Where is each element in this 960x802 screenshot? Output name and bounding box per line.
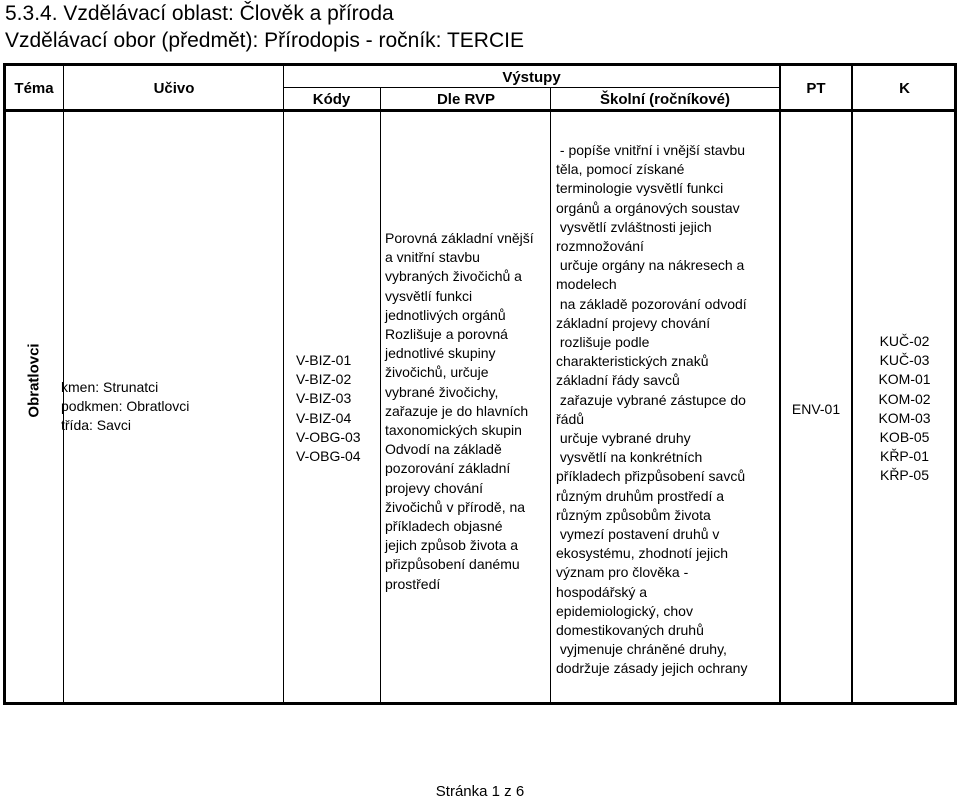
rvp-line: Rozlišuje a porovná <box>385 326 508 343</box>
ucivo-line: kmen: Strunatci <box>61 379 159 395</box>
skolni-line: modelech <box>556 276 617 293</box>
code-line: V-BIZ-01 <box>296 352 352 368</box>
rvp-line: živočichů, určuje <box>385 364 489 381</box>
competency-line: KOM-01 <box>878 371 931 388</box>
header-kody: Kódy <box>312 91 351 108</box>
skolni-line: těla, pomocí získané <box>556 161 685 178</box>
skolni-line: orgánů a orgánových soustav <box>556 199 740 216</box>
header-tema: Téma <box>14 80 54 97</box>
skolni-line: ekosystému, zhodnotí jejich <box>556 545 728 562</box>
rvp-line: jejich způsob života a <box>385 537 519 554</box>
skolni-line: rozmnožování <box>556 238 644 255</box>
rvp-line: pozorování základní <box>385 460 511 477</box>
skolni-line: určuje vybrané druhy <box>556 430 691 447</box>
rvp-line: přizpůsobení danému <box>385 556 520 573</box>
rvp-line: příkladech objasné <box>385 518 503 535</box>
cell-ucivo <box>61 378 189 436</box>
tema-label: Obratlovci <box>25 342 43 418</box>
header-dle-rvp: Dle RVP <box>436 91 496 108</box>
skolni-line: různým druhům prostředí a <box>556 487 725 504</box>
rvp-line: Odvodí na základě <box>385 441 502 458</box>
ucivo-line: podkmen: Obratlovci <box>61 398 190 415</box>
rvp-line: jednotlivých orgánů <box>385 306 506 323</box>
ucivo-line: třída: Savci <box>61 417 132 434</box>
competency-line: KUČ-03 <box>879 352 930 369</box>
skolni-line: vymezí postavení druhů v <box>556 526 720 543</box>
skolni-line: vyjmenuje chráněné druhy, <box>556 641 727 658</box>
cell-pt: ENV-01 <box>791 401 841 417</box>
col-sep-skolni <box>779 63 781 705</box>
header-ucivo: Učivo <box>153 80 195 97</box>
skolni-line: vysvětlí zvláštnosti jejich <box>556 218 712 235</box>
competency-line: KUČ-02 <box>879 333 930 349</box>
rvp-line: Porovná základní vnější <box>385 230 534 246</box>
skolni-line: dodržuje zásady jejich ochrany <box>556 660 748 677</box>
competency-line: KOB-05 <box>879 429 930 446</box>
skolni-line: význam pro člověka - <box>556 564 689 581</box>
cell-kody <box>296 351 361 466</box>
code-line: V-BIZ-04 <box>296 409 352 426</box>
cell-dle-rvp <box>385 229 534 594</box>
skolni-line: domestikovaných druhů <box>556 622 704 639</box>
skolni-line: zařazuje vybrané zástupce do <box>556 391 746 408</box>
skolni-line: základní projevy chování <box>556 314 711 331</box>
cell-tema <box>4 310 64 450</box>
rvp-line: a vnitřní stavbu <box>385 249 480 266</box>
code-line: V-OBG-04 <box>296 448 361 465</box>
skolni-line: příkladech přizpůsobení savců <box>556 468 746 485</box>
skolni-line: hospodářský a <box>556 583 648 600</box>
rvp-line: prostředí <box>385 575 441 592</box>
rvp-line: jednotlivé skupiny <box>385 345 496 362</box>
skolni-line: různým způsobům života <box>556 506 711 523</box>
code-line: V-BIZ-03 <box>296 390 352 407</box>
competency-line: KOM-03 <box>878 409 931 426</box>
rvp-line: projevy chování <box>385 479 484 496</box>
cell-k <box>852 332 957 486</box>
header-pt: PT <box>806 80 826 97</box>
skolni-line: rozlišuje podle <box>556 334 650 351</box>
rvp-line: taxonomických skupin <box>385 422 522 439</box>
skolni-line: epidemiologický, chov <box>556 602 693 619</box>
code-line: V-OBG-03 <box>296 428 361 445</box>
rvp-line: zařazuje je do hlavních <box>385 402 529 419</box>
skolni-line: základní řády savců <box>556 372 680 389</box>
skolni-line: určuje orgány na nákresech a <box>556 257 745 274</box>
page-subtitle: Vzdělávací obor (předmět): Přírodopis - ročník: TERCIE <box>5 29 524 52</box>
header-skolni: Školní (ročníkové) <box>599 91 731 108</box>
skolni-line: terminologie vysvětlí funkci <box>556 180 724 197</box>
skolni-line: na základě pozorování odvodí <box>556 295 747 312</box>
competency-line: KŘP-05 <box>879 467 930 484</box>
header-vystupy: Výstupy <box>502 69 561 86</box>
code-line: V-BIZ-02 <box>296 371 352 388</box>
cell-skolni <box>556 141 747 679</box>
page-footer: Stránka 1 z 6 <box>435 783 525 800</box>
rvp-line: vybraných živočichů a <box>385 268 522 285</box>
competency-line: KŘP-01 <box>879 448 930 465</box>
skolni-line: řádů <box>556 410 585 427</box>
skolni-line: charakteristických znaků <box>556 353 709 370</box>
rvp-line: vybrané živočichy, <box>385 383 499 400</box>
competency-line: KOM-02 <box>878 390 931 407</box>
rvp-line: vysvětlí funkci <box>385 287 473 304</box>
col-sep-ucivo <box>283 63 284 705</box>
page-title: 5.3.4. Vzdělávací oblast: Člověk a příroda <box>5 2 394 25</box>
skolni-line: vysvětlí na konkrétních <box>556 449 703 466</box>
header-k: K <box>899 80 910 97</box>
rvp-line: živočichů v přírodě, na <box>385 498 526 515</box>
col-sep-rvp <box>550 87 551 705</box>
col-sep-kody <box>380 87 381 705</box>
skolni-line: - popíše vnitřní i vnější stavbu <box>556 142 746 158</box>
